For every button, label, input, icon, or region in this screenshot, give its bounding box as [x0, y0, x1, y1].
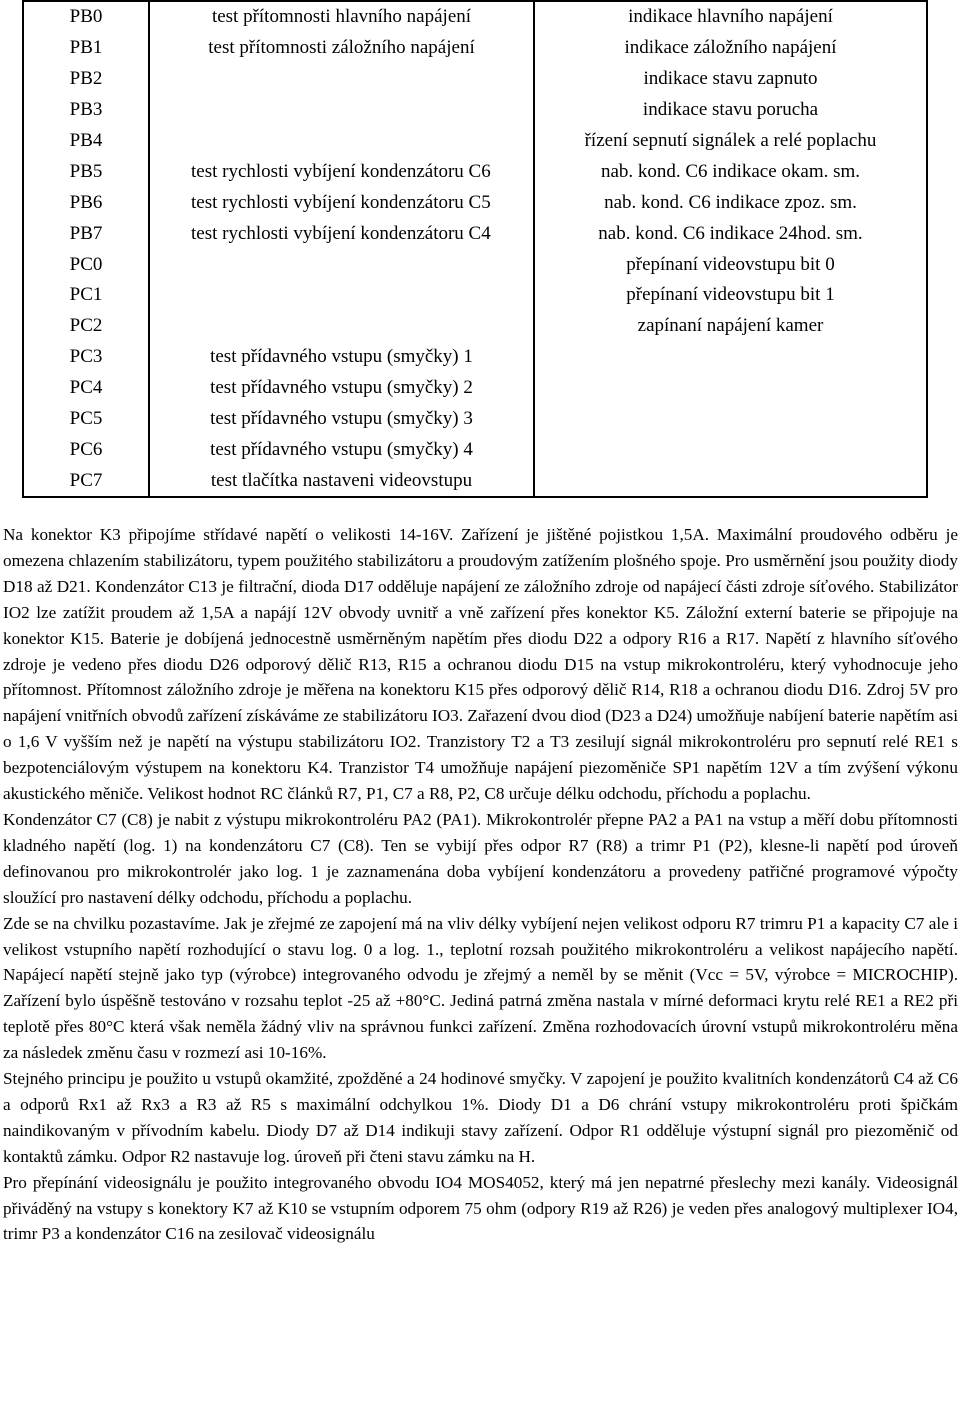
output-function-cell: indikace stavu zapnuto: [643, 68, 818, 90]
pin-name-cell: PB1: [23, 33, 149, 64]
output-function-cell: nab. kond. C6 indikace 24hod. sm.: [598, 222, 863, 244]
input-test-cell: test rychlosti vybíjení kondenzátoru C6: [149, 156, 534, 187]
paragraph: Pro přepínání videosignálu je použito integrovaného obvodu IO4 MOS4052, který má jen nepatrné přeslechy mezi kanály. Videosignál přiváděný na vstupy s konektory K7 až K10 se vstupním odporem 75 ohm (odpory R19 až R26) je veden přes analogový multiplexer IO4, trimr P3 a kondenzátor C16 na zesilovač videosignálu: [3, 1172, 958, 1244]
pin-name-cell: PC1: [23, 280, 149, 311]
output-function-cell: [534, 373, 927, 404]
pin-name-cell: PB4: [23, 126, 149, 157]
pin-name-cell: PC5: [23, 404, 149, 435]
table-row: [23, 249, 927, 280]
table-row: [23, 373, 927, 404]
pin-name-cell: PB0: [23, 1, 149, 33]
paragraph: Kondenzátor C7 (C8) je nabit z výstupu mikrokontroléru PA2 (PA1). Mikrokontrolér přepne PA2 a PA1 na vstup a měří dobu přítomnosti kladného napětí (log. 1) na kondenzátoru C7 (C8). Ten se vybijí přes odpor R7 (R8) a trimr P1 (P2), klesne-li napětí pod úroveň definovanou pro mikrokontrolér jako log. 1 je zaznamenána doba vybíjení kondenzátoru a provedeny patřičné programové výpočty sloužící pro nastavení délky odchodu, příchodu a poplachu.: [3, 809, 958, 907]
pin-name-cell: PB6: [23, 187, 149, 218]
table-row: [23, 33, 927, 64]
table-row: [23, 465, 927, 497]
pin-name-cell: PC6: [23, 434, 149, 465]
output-function-cell: řízení sepnutí signálek a relé poplachu: [584, 130, 877, 151]
input-test-cell: [149, 311, 534, 342]
pin-name-cell: PC0: [23, 249, 149, 280]
input-test-cell: [149, 249, 534, 280]
pin-name-cell: PC2: [23, 311, 149, 342]
table-row: [23, 280, 927, 311]
input-test-cell: test přídavného vstupu (smyčky) 2: [149, 373, 534, 404]
table-row: [23, 187, 927, 218]
pin-name-cell: PC4: [23, 373, 149, 404]
input-test-cell: test rychlosti vybíjení kondenzátoru C4: [149, 218, 534, 249]
input-test-cell: test rychlosti vybíjení kondenzátoru C5: [149, 187, 534, 218]
pin-name-cell: PB5: [23, 156, 149, 187]
output-function-cell: nab. kond. C6 indikace zpoz. sm.: [604, 191, 857, 213]
table-row: [23, 126, 927, 157]
output-function-cell: zapínaní napájení kamer: [637, 315, 824, 337]
output-function-cell: indikace hlavního napájení: [628, 6, 833, 28]
input-test-cell: test přídavného vstupu (smyčky) 3: [149, 404, 534, 435]
input-test-cell: test přídavného vstupu (smyčky) 4: [149, 434, 534, 465]
table-row: [23, 404, 927, 435]
input-test-cell: test tlačítka nastaveni videovstupu: [149, 465, 534, 497]
table-row: [23, 342, 927, 373]
description-text: [3, 522, 958, 1247]
input-test-cell: test přítomnosti hlavního napájení: [149, 1, 534, 33]
pin-name-cell: PC7: [23, 465, 149, 497]
table-row: [23, 434, 927, 465]
pin-assignment-table: [22, 0, 928, 498]
output-function-cell: indikace záložního napájení: [624, 37, 837, 59]
table-row: [23, 218, 927, 249]
input-test-cell: [149, 280, 534, 311]
input-test-cell: [149, 126, 534, 157]
input-test-cell: test přídavného vstupu (smyčky) 1: [149, 342, 534, 373]
table-row: [23, 95, 927, 126]
output-function-cell: přepínaní videovstupu bit 0: [626, 253, 835, 275]
paragraph: Stejného principu je použito u vstupů okamžité, zpožděné a 24 hodinové smyčky. V zapojení je použito kvalitních kondenzátorů C4 až C6 a odporů Rx1 až Rx3 a R3 až R5 s maximální odchylkou 1%. Diody D1 a D6 chrání vstupy mikrokontroléru proti špičkám naindikovaným v přívodním kabelu. Diody D7 až D14 indikuji stavy zařízení. Odpor R1 odděluje výstupní signál pro piezoměnič od kontaktů zámku. Odpor R2 nastavuje log. úroveň při čteni stavu zámku na H.: [3, 1069, 958, 1166]
table-row: [23, 1, 927, 33]
output-function-cell: [534, 404, 927, 435]
table-row: [23, 64, 927, 95]
output-function-cell: [534, 465, 927, 497]
pin-name-cell: PC3: [23, 342, 149, 373]
input-test-cell: test přítomnosti záložního napájení: [149, 33, 534, 64]
input-test-cell: [149, 95, 534, 126]
output-function-cell: nab. kond. C6 indikace okam. sm.: [600, 160, 861, 182]
pin-name-cell: PB2: [23, 64, 149, 95]
pin-name-cell: PB3: [23, 95, 149, 126]
paragraph: Zde se na chvilku pozastavíme. Jak je zřejmé ze zapojení má na vliv délky vybíjení nejen velikost odporu R7 trimru P1 a kapacity C7 ale i velikost vstupního napětí rozhodující o stavu log. 0 a log. 1., teplotní rozsah použitého mikrokontroléru a velikost napájecího napětí. Napájecí napětí stejně jako typ (výrobce) integrovaného odvodu je zřejmý a neměl by se měnit (Vcc = 5V, výrobce = MICROCHIP). Zařízení bylo úspěšně testováno v rozsahu teplot -25 až +80°C. Jediná patrná změna nastala v mírné deformaci krytu relé RE1 a RE2 při teplotě přes 80°C která však neměla žádný vliv na správnou funkci zařízení. Změna rozhodovacích úrovní vstupů mikrokontroléru měna za následek změnu času v rozmezí asi 10-16%.: [3, 913, 958, 1063]
output-function-cell: [534, 434, 927, 465]
table-row: [23, 156, 927, 187]
pin-name-cell: PB7: [23, 218, 149, 249]
paragraph: Na konektor K3 připojíme střídavé napětí o velikosti 14-16V. Zařízení je jištěné pojistkou 1,5A. Maximální proudového odběru je omezena chlazením stabilizátoru, typem použitého stabilizátoru a proudovým zatížením plošného spoje. Pro usměrnění jsou použity diody D18 až D21. Kondenzátor C13 je filtrační, dioda D17 odděluje napájení ze záložního zdroje od napájecí části zdroje síťového. Stabilizátor IO2 lze zatížit proudem až 1,5A a napájí 12V obvody uvnitř a vně zařízení přes konektor K5. Záložní externí baterie se připojuje na konektor K15. Baterie je dobíjená jednocestně usměrněným napětím přes diodu D22 a odpory R16 a R17. Napětí z hlavního síťového zdroje je vedeno přes diodu D26 odporový dělič R13, R15 a ochranou diodu D15 na vstup mikrokontroléru, který vyhodnocuje jeho přítomnost. Přítomnost záložního zdroje je měřena na konektoru K15 přes odporový dělič R14, R18 a ochranou diodu D16. Zdroj 5V pro napájení vnitřních obvodů zařízení získáváme ze stabilizátoru IO3. Zařazení dvou diod (D23 a D24) umožňuje nabíjení baterie napětím asi o 1,6 V vyšším než je napětí na výstupu stabilizátoru IO2. Tranzistory T2 a T3 zesilují signál mikrokontroléru pro sepnutí relé RE1 s bezpotenciálovým výstupem na konektoru K4. Tranzistor T4 umožňuje napájení piezoměniče SP1 napětím 12V a tím zvýšení výkonu akustického měniče. Velikost hodnot RC článků R7, P1, C7 a R8, P2, C8 určuje délku odchodu, příchodu a poplachu.: [3, 525, 958, 804]
input-test-cell: [149, 64, 534, 95]
output-function-cell: indikace stavu porucha: [642, 99, 819, 121]
output-function-cell: [534, 342, 927, 373]
output-function-cell: přepínaní videovstupu bit 1: [626, 284, 835, 306]
table-row: [23, 311, 927, 342]
